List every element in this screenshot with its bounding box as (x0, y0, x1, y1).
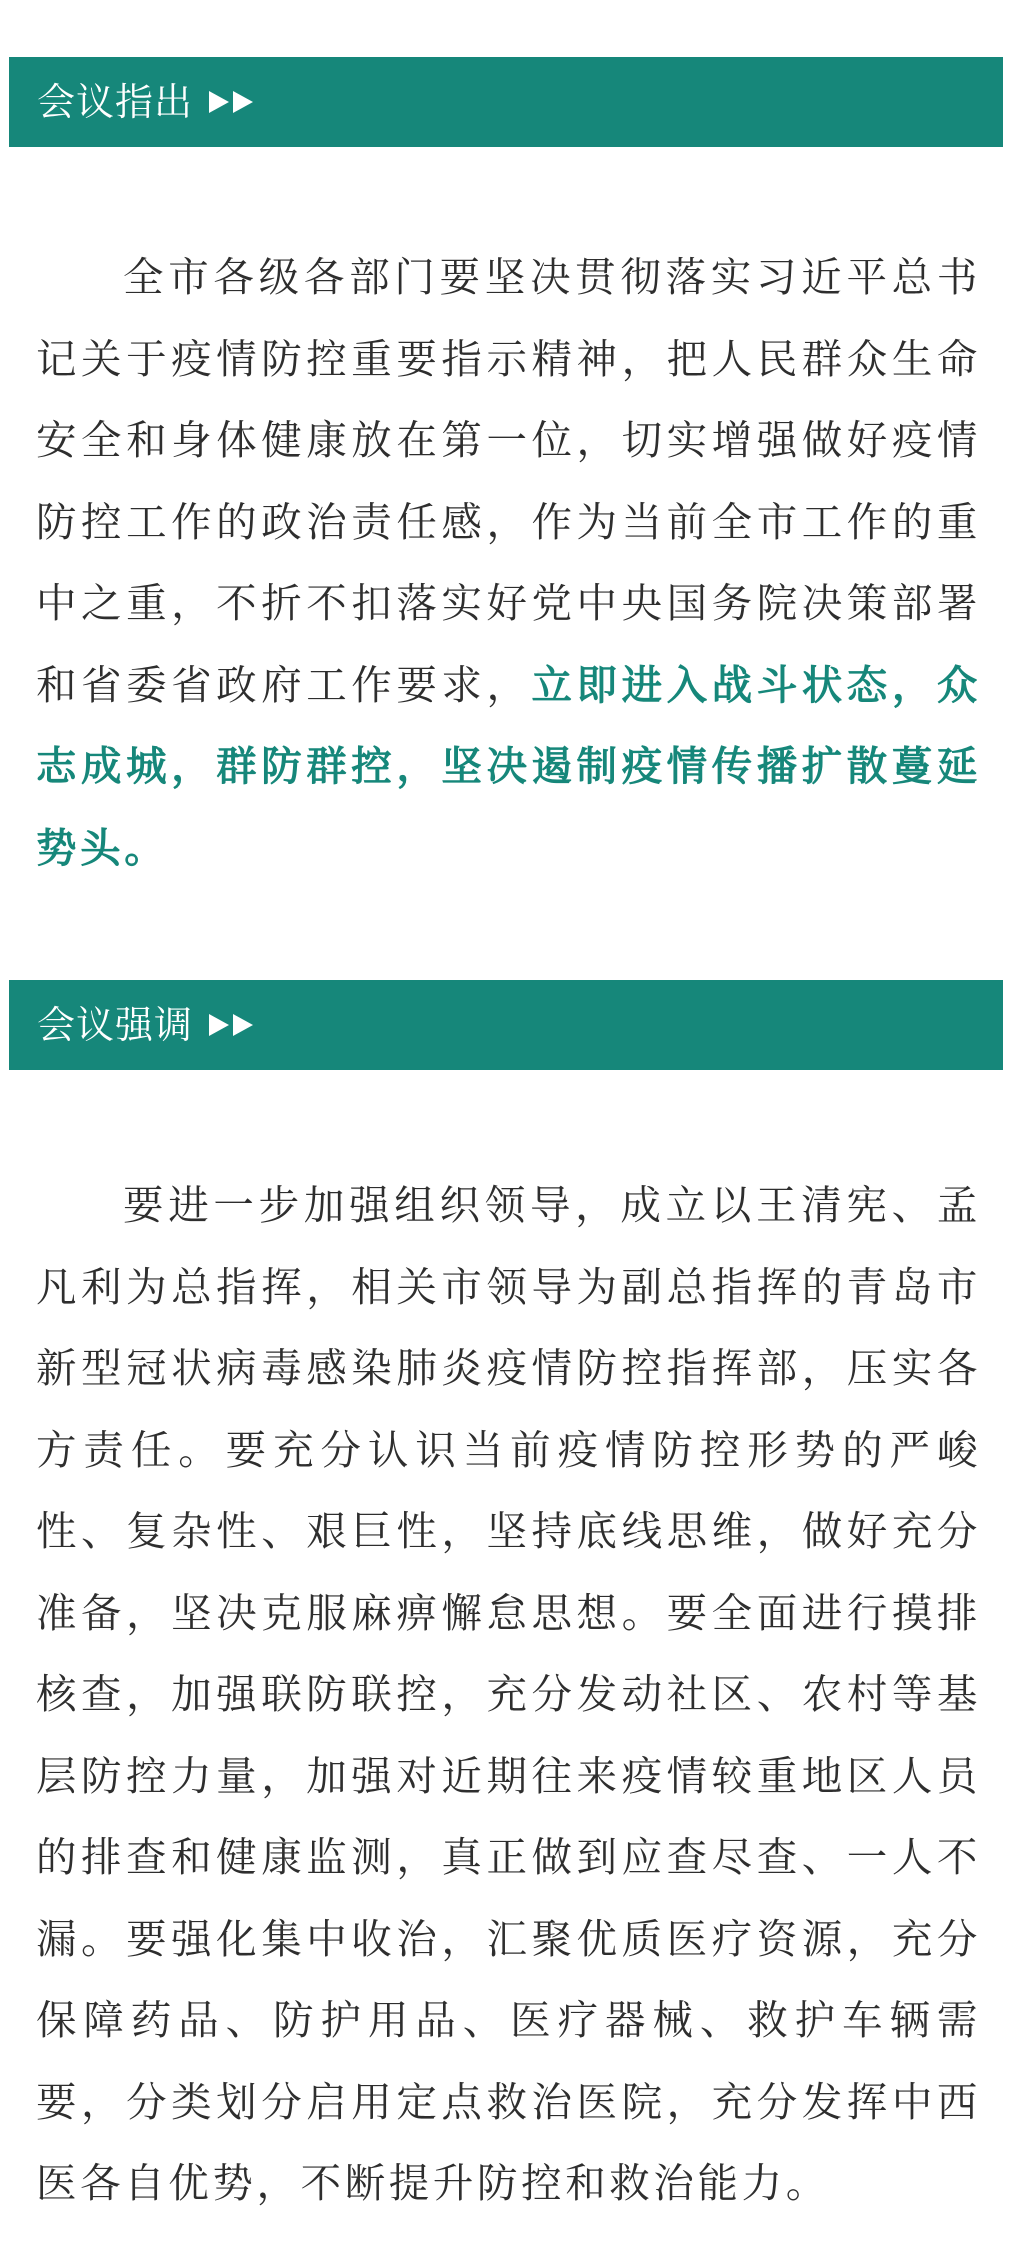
paragraph-text: 全市各级各部门要坚决贯彻落实习近平总书记关于疫情防控重要指示精神，把人民群众生命安全和身体健康放在第一位，切实增强做好疫情防控工作的政治责任感，作为当前全市工作的重中之重，不折不扣落实好党中央国务院决策部署和省委省政府工作要求， (36, 253, 981, 709)
section-title: 会议指出 (37, 80, 194, 124)
double-triangle-right-icon (207, 1012, 257, 1038)
section-title: 会议强调 (37, 1003, 194, 1047)
section-header-meeting-pointed-out (9, 57, 1003, 147)
paragraph-highlight: 立即进入战斗状态，众志成城，群防群控，坚决遏制疫情传播扩散蔓延势头。 (36, 660, 982, 872)
section-header-meeting-emphasized (9, 980, 1003, 1070)
paragraph-meeting-emphasized (36, 1165, 981, 2225)
paragraph-text: 要进一步加强组织领导，成立以王清宪、孟凡利为总指挥，相关市领导为副总指挥的青岛市新型冠状病毒感染肺炎疫情防控指挥部，压实各方责任。要充分认识当前疫情防控形势的严峻性、复杂性、艰巨性，坚持底线思维，做好充分准备，坚决克服麻痹懈怠思想。要全面进行摸排核查，加强联防联控，充分发动社区、农村等基层防控力量，加强对近期往来疫情较重地区人员的排查和健康监测，真正做到应查尽查、一人不漏。要强化集中收治，汇聚优质医疗资源，充分保障药品、防护用品、医疗器械、救护车辆需要，分类划分启用定点救治医院，充分发挥中西医各自优势，不断提升防控和救治能力。 (36, 1181, 981, 2207)
double-triangle-right-icon (207, 89, 257, 115)
paragraph-meeting-pointed-out (36, 237, 981, 889)
